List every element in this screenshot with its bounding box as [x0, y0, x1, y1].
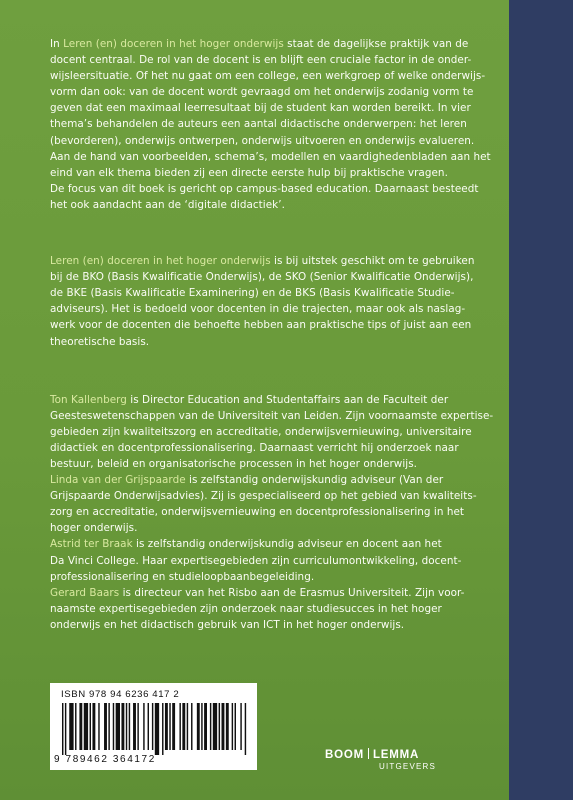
publisher-name-right: LEMMA	[372, 749, 420, 761]
author-bios	[50, 392, 503, 633]
text-line: vorm dan ook: van de docent wordt gevraagd om het onderwijs zodanig vorm te	[50, 86, 474, 99]
text-line: Da Vinci College. Haar expertisegebieden zijn curriculumontwikkeling, docent-	[50, 554, 462, 567]
barcode-bar	[121, 703, 124, 750]
barcode-bar	[240, 703, 241, 750]
barcode-bar	[191, 703, 192, 750]
barcode-bar	[90, 703, 91, 750]
line-text: staat de dagelijkse praktijk van de	[283, 38, 469, 50]
text-line: het ook aandacht aan de ‘digitale didactiek’.	[50, 198, 285, 211]
text-line: eind van elk thema bieden zij een directe eerste hulp bij praktische vragen.	[50, 166, 448, 179]
author-bio	[50, 585, 503, 633]
text-line	[50, 36, 503, 52]
text-line: de BKE (Basis Kwalificatie Examinering) en de BKS (Basis Kwalificatie Studie-	[50, 287, 455, 300]
text-line: adviseurs). Het is bedoeld voor docenten in die trajecten, maar ook als naslag-	[50, 303, 466, 316]
barcode-bar	[155, 703, 159, 755]
text-line: theoretische basis.	[50, 335, 150, 348]
barcode-bar	[98, 703, 99, 750]
barcode-digits: 9 789462 364172	[54, 754, 156, 765]
text-line	[50, 585, 503, 601]
author-bio	[50, 472, 503, 536]
barcode-bar	[62, 703, 63, 755]
barcode-bar	[204, 703, 207, 750]
barcode-bar	[143, 703, 144, 750]
line-text: is Director Education and Studentaffairs aan de Faculteit der	[126, 393, 449, 406]
line-text: is zelfstandig onderwijskundig adviseur en docent aan het	[132, 538, 442, 551]
suitability-paragraph	[50, 253, 503, 350]
barcode-bar	[187, 703, 188, 750]
barcode-bar	[201, 703, 202, 750]
text-line: Geesteswetenschappen van de Universiteit van Leiden. Zijn voornaamste expertise-	[50, 409, 494, 422]
barcode-bar	[84, 703, 88, 750]
barcode-bar	[116, 703, 120, 750]
barcode-bar	[182, 703, 185, 750]
author-bio	[50, 536, 503, 584]
barcode-bar	[65, 703, 66, 755]
barcode-bar	[235, 703, 236, 750]
barcode-bar	[69, 703, 73, 750]
text-line: wijsleersituatie. Of het nu gaat om een college, een werkgroep of welke onderwijs-	[50, 70, 486, 83]
line-text: is zelfstandig onderwijskundig adviseur (Van der	[185, 474, 444, 487]
text-line: Grijspaarde Onderwijsadvies). Zij is gespecialiseerd op het gebied van kwaliteits-	[50, 490, 477, 503]
text-line: werk voor de docenten die behoefte hebben aan praktische tips of juist aan een	[50, 319, 472, 332]
highlighted-title: Leren (en) doceren in het hoger onderwijs	[63, 38, 284, 50]
barcode-bar	[113, 703, 114, 750]
isbn-label: ISBN 978 94 6236 417 2	[61, 689, 180, 700]
line-text: is directeur van het Risbo aan de Erasmus Universiteit. Zijn voor-	[119, 586, 465, 599]
line-text: In	[50, 38, 64, 50]
barcode-icon	[60, 703, 247, 755]
text-line: didactiek en docentprofessionalisering. Daarnaast verricht hij onderzoek naar	[50, 441, 459, 454]
text-line: hoger onderwijs.	[50, 522, 138, 535]
barcode-bar	[169, 703, 170, 750]
text-line: onderwijs en het didactisch gebruik van ICT in het hoger onderwijs.	[50, 618, 405, 631]
highlighted-title: Leren (en) doceren in het hoger onderwijs	[50, 255, 271, 268]
barcode-bar	[222, 703, 225, 750]
barcode-bar	[162, 703, 163, 755]
barcode-bar	[108, 703, 109, 750]
publisher-logo	[325, 748, 437, 771]
text-line: bestuur, beleid en organisatorische processen in het hoger onderwijs.	[50, 457, 418, 470]
text-line: Aan de hand van voorbeelden, schema’s, modellen en vaardighedenbladen aan het	[50, 150, 491, 163]
highlighted-title: Linda van der Grijspaarde	[50, 474, 186, 487]
barcode-panel	[50, 683, 257, 770]
spine-band	[509, 0, 573, 800]
barcode-bar	[148, 703, 149, 750]
barcode-bar	[245, 703, 246, 755]
barcode-bar	[152, 703, 153, 750]
highlighted-title: Astrid ter Braak	[50, 538, 133, 551]
barcode-bar	[179, 703, 180, 750]
text-line: naamste expertisegebieden zijn onderzoek naar studiesucces in het hoger	[50, 602, 442, 615]
barcode-bar	[213, 703, 217, 750]
barcode-bar	[165, 703, 168, 750]
barcode-bar	[226, 703, 229, 750]
author-bio	[50, 392, 503, 472]
text-line	[50, 392, 503, 408]
blurb-text	[50, 36, 503, 633]
text-line: bij de BKO (Basis Kwalificatie Onderwijs), de SKO (Senior Kwalificatie Onderwijs),	[50, 271, 474, 284]
highlighted-title: Gerard Baars	[50, 586, 120, 599]
text-line: gebieden zijn kwaliteitszorg en accreditatie, onderwijsvernieuwing, universitaire	[50, 425, 472, 438]
intro-paragraph	[50, 36, 503, 213]
publisher-name-left: BOOM	[325, 749, 364, 761]
barcode-bar	[172, 703, 175, 750]
barcode-bar	[92, 703, 95, 750]
barcode-bar	[126, 703, 127, 750]
text-line: geven dat een maximaal leerresultaat bij de student kan worden bereikt. In vier	[50, 102, 471, 115]
barcode-bar	[197, 703, 200, 750]
barcode-bar	[133, 703, 136, 750]
barcode-bar	[232, 703, 233, 750]
line-text: is bij uitstek geschikt om te gebruiken	[270, 255, 475, 268]
text-line: thema’s behandelen de auteurs een aantal didactische onderwerpen: het leren	[50, 118, 467, 131]
text-line	[50, 253, 503, 269]
barcode-bar	[210, 703, 211, 750]
barcode-bar	[137, 703, 138, 750]
barcode-bar	[75, 703, 76, 750]
text-line: docent centraal. De rol van de docent is en blijft een cruciale factor in de onder-	[50, 54, 472, 67]
barcode-bar	[129, 703, 130, 750]
text-line: De focus van dit boek is gericht op campus-based education. Daarnaast besteedt	[50, 182, 479, 195]
text-line: zorg en accreditatie, onderwijsvernieuwing en docentprofessionalisering in het	[50, 506, 465, 519]
barcode-bar	[219, 703, 220, 750]
barcode-bar	[79, 703, 82, 750]
barcode-bar	[104, 703, 107, 750]
highlighted-title: Ton Kallenberg	[50, 393, 127, 406]
text-line: professionalisering en studieloopbaanbegeleiding.	[50, 570, 315, 583]
text-line	[50, 472, 503, 488]
publisher-subtitle: UITGEVERS	[379, 762, 437, 771]
text-line: (bevorderen), onderwijs ontwerpen, onderwijs uitvoeren en onderwijs evalueren.	[50, 134, 475, 147]
text-line	[50, 536, 503, 552]
